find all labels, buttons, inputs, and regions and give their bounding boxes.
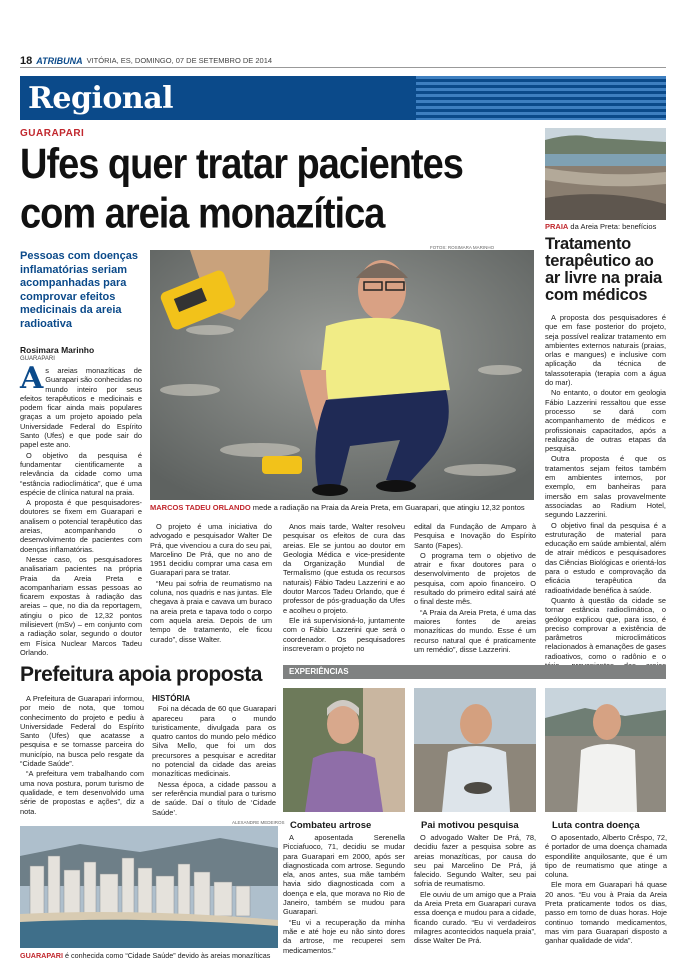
photo-credit: ALEXANDRE MEDEIROS	[232, 820, 285, 825]
paragraph: edital da Fundação de Amparo à Pesquisa e Inovação do Espírito Santo (Fapes).	[414, 522, 536, 550]
beach-photo	[545, 128, 666, 220]
prefeitura-column-1	[20, 694, 144, 817]
man-beach-photo-illustration	[545, 688, 666, 812]
sidebar-title: Tratamento terapêutico ao ar livre na praia com médicos	[545, 235, 662, 304]
paragraph: O objetivo da pesquisa é fundamentar cientificamente a relevância da cidade como uma “estância radioclimática”, que é uma espécie de clínica natural na praia.	[20, 450, 142, 497]
paragraph: A aposentada Serenella Picciafuoco, 71, decidiu se mudar para Guarapari em 2000, após ser diagnosticada com artrose. Segundo ela, anos antes, sua mãe também havia sido diagnosticada com a doença e ela, que morava no Rio de Janeiro, também se mudou para Guarapari.	[283, 833, 405, 917]
article-column-2	[150, 522, 272, 645]
article-column-3	[283, 522, 405, 654]
caption-text: da Areia Preta: benefícios	[568, 222, 657, 231]
main-photo-caption	[150, 503, 540, 512]
paragraph: A proposta dos pesquisadores é que em fase posterior do projeto, seja possível realizar tratamento em ambientes externos naturais (praias, orlas e mangues) e inclusive com aplicação da técnica de talassoterapia (terapia com a água do mar).	[545, 313, 666, 388]
caption-name: GUARAPARI	[20, 951, 63, 960]
paragraph: A Prefeitura de Guarapari informou, por meio de nota, que tomou conhecimento do projeto e pediu à Universidade Federal do Espírito Santo (Ufes) que acatasse a pesquisa e se tornasse parceira do município, na busca pelo resgate da “Cidade Saúde”.	[20, 694, 144, 769]
caption-text: mede a radiação na Praia da Areia Preta, em Guarapari, que atingiu 12,32 pontos	[250, 503, 525, 512]
sidebar-column	[545, 313, 666, 681]
paragraph: “Meu pai sofria de reumatismo na coluna, nos quadris e nas juntas. Ele chegava à praia e cavava um buraco na areia preta e tapava todo o corpo com aquela areia. Depois de um tempo de tratamento, ele ficou curado”, disse Walter.	[150, 578, 272, 644]
beach-photo-caption	[545, 222, 656, 231]
dateline: VITÓRIA, ES, DOMINGO, 07 DE SETEMBRO DE 2014	[86, 56, 273, 65]
article-kicker: GUARAPARI	[20, 128, 85, 139]
headline: Ufes quer tratar pacientes com areia monazítica	[20, 141, 463, 238]
banner-stripes	[416, 76, 666, 120]
main-photo-illustration	[150, 250, 534, 500]
dropcap: A	[20, 361, 44, 396]
historia-subhead: HISTÓRIA	[152, 694, 191, 703]
experience-title-3: Luta contra doença	[552, 820, 640, 831]
paragraph: O advogado Walter De Prá, 78, decidiu fazer a pesquisa sobre as areias monazíticas, por causa do seu pai Marcelino De Prá, já falecido. Segundo Walter, seu pai sofria de reumatismo.	[414, 833, 536, 889]
paragraph: “A prefeitura vem trabalhando com uma nova postura, porum turismo de qualidade, e tem desenvolvido uma série de propostas e ações”, diz a nota.	[20, 769, 144, 816]
paragraph: Nessa época, a cidade passou a ser referência mundial para o turismo de saúde. Daí o título de ‘Cidade Saúde’.	[152, 779, 276, 817]
prefeitura-column-2	[152, 694, 276, 818]
section-banner	[20, 76, 666, 120]
author-name: Rosimara Marinho	[20, 345, 95, 355]
paragraph: As areias monazíticas de Guarapari são conhecidas no mundo inteiro por seus efeitos terapêuticos e medicinais e podem ficar ainda mais populares graças a um projeto apoiado pela Universidade Federal do Espírito Santo (Ufes) e que pode sair do papel este ano.	[20, 361, 142, 450]
page-number: 18	[20, 54, 33, 67]
page-header	[20, 54, 666, 68]
paragraph: “Eu vi a recuperação da minha mãe e até hoje eu não sinto dores da artrose, me recuperei sem medicamentos.”	[283, 917, 405, 955]
paragraph: O aposentado, Alberto Crêspo, 72, é portador de uma doença chamada espondilite anquilosante, que é um tipo de reumatismo que atinge a coluna.	[545, 833, 667, 880]
paragraph: Outra proposta é que os tratamentos sejam feitos também em ambientes internos, por exemplo, em banheiras para imersão em salas provavelmente associadas ao Radium Hotel, segundo Lazzerini.	[545, 454, 666, 520]
experience-text-3	[545, 833, 667, 947]
beach-photo-illustration	[545, 128, 666, 220]
experience-text-2	[414, 833, 536, 947]
city-photo-illustration	[20, 826, 278, 948]
article-column-1	[20, 361, 142, 658]
prefeitura-title: Prefeitura apoia proposta	[20, 663, 262, 686]
paragraph: Anos mais tarde, Walter resolveu pesquisar os efeitos de cura das areias. Ele se juntou ao doutor em Geologia Médica e vice-presidente da Organização Mundial de Termalismo (que estuda os recursos naturais) Fábio Tadeu Lazzerini e ao doutor Marcos Tadeu Orlando, que é professor de pós-graduação da Ufes e acolheu o projeto.	[283, 522, 405, 615]
paragraph: “A Praia da Areia Preta, é uma das maiores fontes de areias monazíticas do mundo. Esse é um recurso natural que é praticamente um remédio”, disse Lazzerini.	[414, 607, 536, 654]
paragraph: O programa tem o objetivo de atrair e fixar doutores para o desenvolvimento de projetos de pesquisa, com apoio financeiro. O resultado do primeiro edital sairá até o final deste mês.	[414, 550, 536, 607]
experience-text-1	[283, 833, 405, 956]
experience-title-1: Combateu artrose	[290, 820, 372, 831]
experience-title-2: Pai motivou pesquisa	[421, 820, 519, 831]
paragraph: Foi na década de 60 que Guarapari apareceu para o mundo turisticamente, divulgada para os quatro cantos do mundo pelo médico Silva Mello, que foi um dos precursores a pesquisar e acreditar no potencial da cidade das areias monazíticas medicinais.	[152, 704, 276, 779]
article-column-4	[414, 522, 536, 655]
caption-text: é conhecida como “Cidade Saúde” devido às areias monazíticas	[63, 951, 271, 960]
caption-name: MARCOS TADEU ORLANDO	[150, 503, 251, 512]
paragraph: Nesse caso, os pesquisadores analisariam pacientes na própria Praia da Areia Preta e acompanhariam essas pessoas ao ficarem expostas à radiação das areias – que, no dia da reportagem, atingiu o pico de 12,32 pontos milisievert (mSv) – em conjunto com a radiação solar, segundo o doutor em Física Nuclear Marcos Tadeu Orlando.	[20, 554, 142, 657]
section-title: Regional	[28, 81, 174, 116]
woman-photo-illustration	[283, 688, 405, 812]
paragraph: A proposta é que pesquisadores-doutores se fixem em Guarapari e analisem o potencial terapêutico das areias, acompanhando o desenvolvimento de pacientes com doenças inflamatórias.	[20, 498, 142, 554]
paragraph: Ele irá supervisioná-lo, juntamente com o Fábio Lazzerini que será o coordenador. Os pesquisadores inscreveram o projeto no	[283, 615, 405, 653]
brand-name: ATRIBUNA	[36, 55, 83, 66]
main-photo	[150, 250, 534, 500]
city-photo	[20, 826, 278, 948]
photo-credit: FOTOS: ROSIMARA MARINHO	[430, 245, 495, 250]
paragraph: O objetivo final da pesquisa é a estruturação de material para educação em saúde ambiental, além de atrair médicos e pesquisadores das Ciências Biológicas e orientá-los para o estudo e comprovação da eficácia terapêutica da radioatividade benéfica à saúde.	[545, 520, 666, 595]
man-photo-illustration	[414, 688, 536, 812]
experience-photo-3	[545, 688, 667, 812]
experience-photo-1	[283, 688, 405, 812]
city-photo-caption	[20, 951, 270, 960]
experience-photo-2	[414, 688, 536, 812]
experiencias-bar: EXPERIÊNCIAS	[283, 665, 666, 679]
article-lede: Pessoas com doenças inflamatórias seriam acompanhadas para comprovar efeitos medicinais da areia radioativa	[20, 250, 139, 330]
paragraph: Quanto à questão da cidade se tornar estância radioclimática, o geólogo explicou que, para isso, é preciso comprovar a existência de parâmetros microclimáticos relacionados à emanações de gases radioativos, como o radônio e o	[545, 595, 666, 661]
paragraph: O projeto é uma iniciativa do advogado e pesquisador Walter De Prá, que vivenciou a cura do seu pai, Marcelino De Prá, que no ano de 1951 decidiu comprar uma casa em Guarapari para se tratar.	[150, 522, 272, 578]
author-location: GUARAPARI	[20, 356, 55, 362]
caption-name: PRAIA	[545, 222, 569, 231]
paragraph: Ele ouviu de um amigo que a Praia da Areia Preta em Guarapari curava essa doença e mudou para a cidade, ficando curado. “Eu vi verdadeiros milagres acontecidos naquela praia”, disse Walter De Prá.	[414, 889, 536, 946]
paragraph: Ele mora em Guarapari há quase 20 anos. “Eu vou à Praia da Areia Preta praticamente todos os dias, passo em torno de duas horas. Hoje continuo tomando medicamentos, mas vim para Guarapari disposto a ganhar qualidade de vida”.	[545, 880, 667, 946]
paragraph: No entanto, o doutor em geologia Fábio Lazzerini ressaltou que esse processo se dará com acompanhamento de médicos e profissionais capacitados, após a realização de outras etapas da pesquisa.	[545, 388, 666, 454]
